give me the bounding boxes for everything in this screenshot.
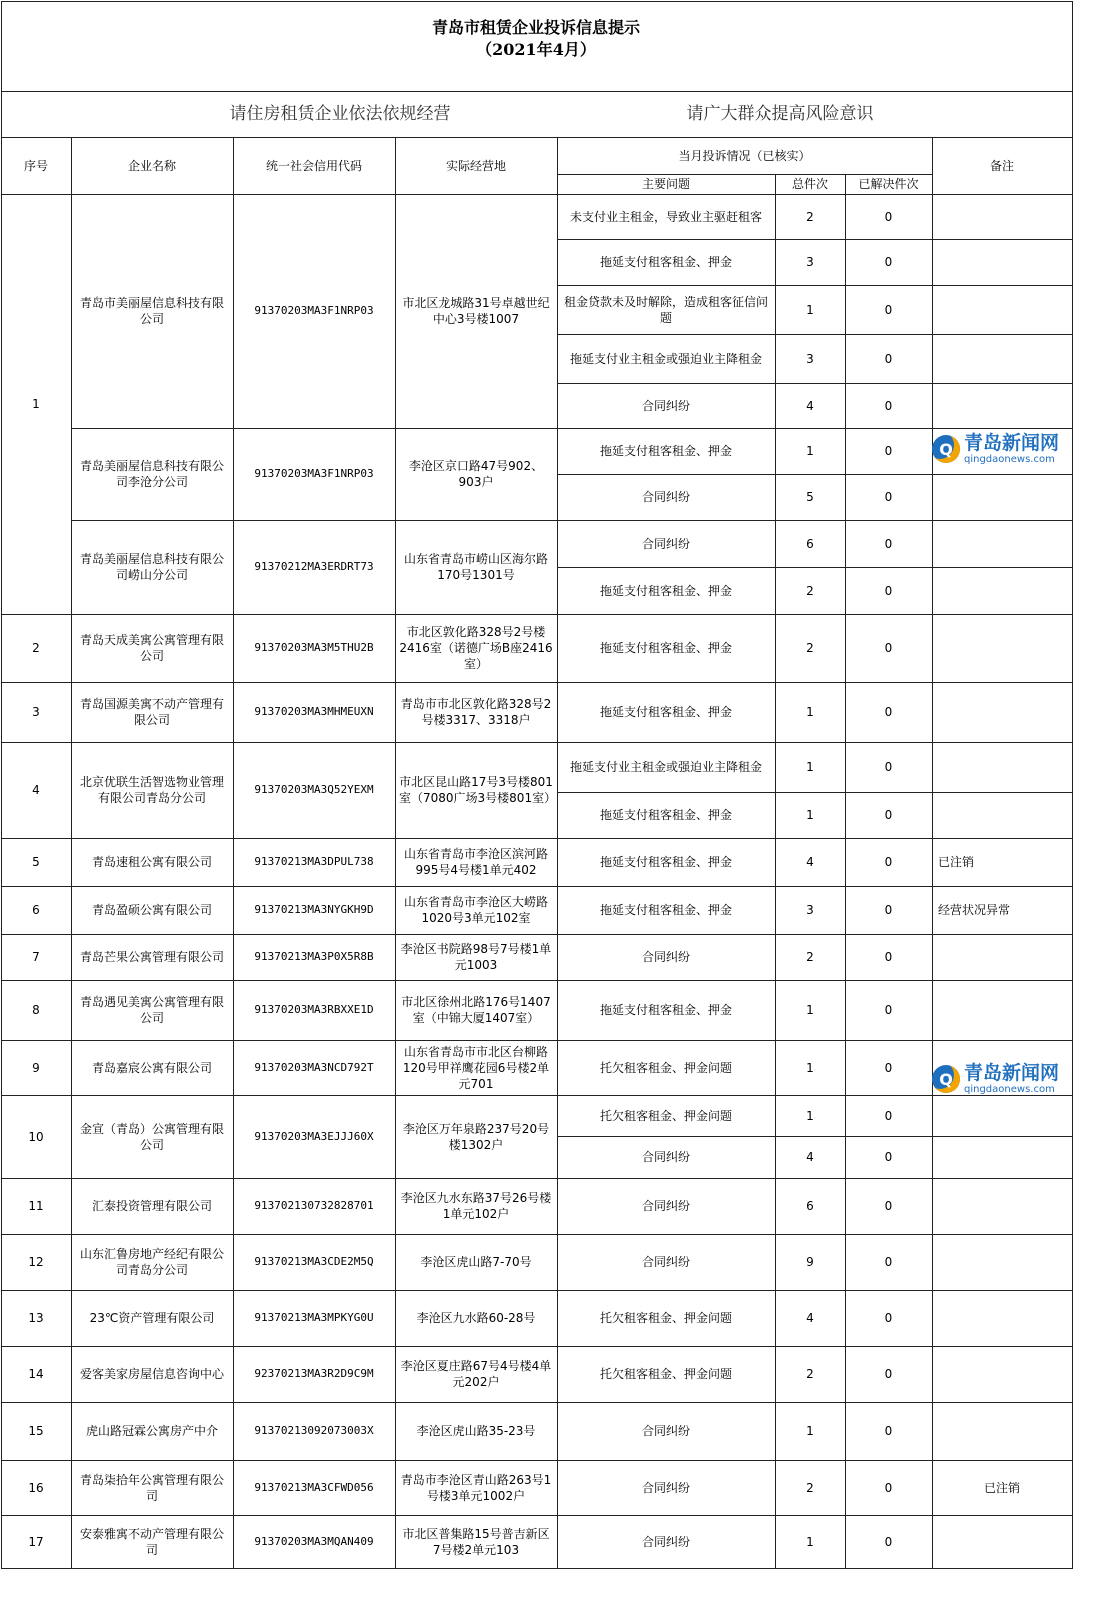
business-address: 李沧区九水东路37号26号楼1单元102户: [400, 1191, 552, 1221]
seq-number: 4: [32, 783, 40, 797]
grid-line-h: [1, 1, 1073, 2]
issue-text: 拖延支付业主租金或强迫业主降租金: [569, 760, 762, 774]
business-address: 山东省青岛市崂山区海尔路170号1301号: [403, 552, 548, 582]
watermark-logo: [932, 432, 1059, 466]
issue-resolved: 0: [884, 1424, 893, 1438]
issue-text: 合同纠纷: [641, 1199, 690, 1213]
watermark-cn: 青岛新闻网: [964, 432, 1060, 454]
seq-number: 17: [28, 1534, 44, 1549]
business-address: 市北区昆山路17号3号楼801室（7080广场3号楼801室）: [399, 775, 557, 805]
business-address: 青岛市李沧区青山路263号1号楼3单元1002户: [400, 1472, 552, 1503]
issue-resolved: 0: [884, 1003, 893, 1017]
business-address: 李沧区虎山路7-70号: [420, 1255, 532, 1269]
company-name: 金宣（青岛）公寓管理有限公司: [79, 1121, 224, 1152]
issue-resolved: 0: [884, 1060, 893, 1075]
issue-total: 2: [806, 641, 814, 655]
issue-total: 1: [806, 1060, 814, 1075]
issue-total: 5: [806, 490, 814, 504]
credit-code: 91370213MA3CFWD056: [254, 1480, 374, 1494]
header-credit-code: 统一社会信用代码: [265, 158, 362, 173]
watermark-q-icon: Q: [932, 1065, 960, 1093]
business-address: 山东省青岛市市北区台柳路120号甲祥鹰花园6号楼2单元701: [402, 1044, 550, 1091]
header-address: 实际经营地: [445, 158, 506, 173]
issue-text: 拖延支付租客租金、押金: [599, 855, 732, 869]
issue-total: 2: [806, 583, 814, 598]
issue-total: 1: [806, 1108, 814, 1123]
issue-text: 租金贷款未及时解除，造成租客征信问题: [563, 294, 768, 325]
seq-number: 11: [28, 1199, 44, 1213]
business-address: 李沧区夏庄路67号4号楼4单元202户: [400, 1359, 552, 1389]
grid-line-h: [1, 1568, 72, 1569]
credit-code: 91370203MA3Q52YEXM: [254, 783, 374, 796]
credit-code: 91370203MA3NCD792T: [254, 1060, 374, 1074]
grid-line-v: [1072, 194, 1073, 1569]
issue-text: 合同纠纷: [641, 490, 690, 504]
seq-number: 2: [32, 641, 40, 655]
issue-resolved: 0: [884, 1367, 893, 1381]
issue-resolved: 0: [884, 1108, 893, 1123]
issue-text: 托欠租客租金、押金问题: [599, 1367, 732, 1381]
watermark-text: [964, 1062, 1059, 1096]
page-title-block: [0, 14, 1072, 64]
issue-resolved: 0: [884, 351, 893, 366]
company-name: 青岛遇见美寓公寓管理有限公司: [79, 995, 224, 1025]
watermark-en: qingdaonews.com: [964, 454, 1055, 465]
issue-total: 1: [806, 1003, 814, 1017]
credit-code: 91370203MA3F1NRP03: [254, 467, 374, 480]
issue-total: 6: [806, 536, 814, 551]
issue-total: 4: [806, 855, 814, 869]
company-name: 青岛天成美寓公寓管理有限公司: [79, 633, 224, 663]
seq-number: 7: [32, 950, 40, 964]
business-address: 山东省青岛市李沧区大崂路1020号3单元102室: [403, 895, 548, 925]
company-name: 青岛速租公寓有限公司: [91, 855, 212, 869]
grid-line-h: [557, 1568, 1073, 1569]
watermark-cn: 青岛新闻网: [964, 1062, 1060, 1084]
company-name: 山东汇鲁房地产经纪有限公司青岛分公司: [79, 1247, 224, 1277]
issue-total: 1: [806, 302, 814, 317]
issue-text: 合同纠纷: [641, 1255, 690, 1269]
issue-total: 3: [806, 255, 814, 269]
company-name: 青岛美丽屋信息科技有限公司崂山分公司: [79, 552, 224, 582]
company-name: 青岛国源美寓不动产管理有限公司: [79, 697, 224, 727]
remark-text: 经营状况异常: [938, 903, 1011, 917]
slogan-right: 请广大群众提高风险意识: [686, 104, 874, 124]
issue-resolved: 0: [884, 1150, 893, 1164]
credit-code: 91370203MA3EJJJ60X: [254, 1129, 374, 1143]
issue-resolved: 0: [884, 444, 893, 458]
issue-total: 1: [806, 808, 814, 822]
business-address: 李沧区书院路98号7号楼1单元1003: [400, 942, 552, 972]
issue-total: 4: [806, 398, 814, 413]
credit-code: 91370203MA3F1NRP03: [254, 304, 374, 317]
page-subtitle: （2021年4月）: [476, 40, 596, 59]
issue-total: 4: [806, 1311, 814, 1325]
credit-code: 91370213092073003X: [254, 1424, 374, 1437]
issue-resolved: 0: [884, 490, 893, 504]
issue-resolved: 0: [884, 1534, 893, 1549]
business-address: 李沧区万年泉路237号20号楼1302户: [402, 1121, 550, 1152]
watermark-q-icon: Q: [932, 435, 960, 463]
credit-code: 91370213MA3DPUL738: [254, 855, 374, 868]
issue-total: 1: [806, 760, 814, 774]
issue-resolved: 0: [884, 255, 893, 269]
issue-total: 1: [806, 705, 814, 719]
company-name: 青岛美丽屋信息科技有限公司李沧分公司: [79, 459, 224, 489]
seq-number: 15: [28, 1424, 44, 1438]
page-title: 青岛市租赁企业投诉信息提示: [431, 18, 640, 37]
seq-number: 3: [32, 705, 40, 719]
company-name: 青岛盈硕公寓有限公司: [91, 903, 212, 917]
issue-total: 3: [806, 903, 814, 917]
issue-text: 拖延支付业主租金或强迫业主降租金: [569, 351, 762, 366]
issue-text: 拖延支付租客租金、押金: [599, 583, 732, 598]
issue-text: 托欠租客租金、押金问题: [599, 1060, 732, 1075]
issue-text: 托欠租客租金、押金问题: [599, 1311, 732, 1325]
company-name: 爱客美家房屋信息咨询中心: [79, 1367, 224, 1381]
issue-text: 拖延支付租客租金、押金: [599, 641, 732, 655]
issue-total: 1: [806, 444, 814, 458]
header-seq: 序号: [23, 158, 48, 173]
issue-resolved: 0: [884, 1480, 893, 1495]
business-address: 市北区徐州北路176号1407室（中锦大厦1407室）: [401, 995, 551, 1025]
business-address: 市北区敦化路328号2号楼2416室（诺德广场B座2416室）: [399, 625, 553, 671]
credit-code: 91370203MA3MHMEUXN: [254, 705, 374, 718]
issue-total: 2: [806, 209, 814, 224]
seq-number: 9: [32, 1060, 40, 1075]
issue-text: 拖延支付租客租金、押金: [599, 808, 732, 822]
business-address: 李沧区九水路60-28号: [416, 1311, 536, 1325]
seq-number: 1: [32, 397, 40, 411]
credit-code: 91370203MA3MQAN409: [254, 1534, 374, 1548]
business-address: 市北区普集路15号普吉新区7号楼2单元103: [402, 1526, 550, 1557]
credit-code: 91370213MA3P0X5R8B: [254, 950, 374, 963]
issue-total: 4: [806, 1150, 814, 1164]
issue-text: 合同纠纷: [641, 950, 690, 964]
issue-resolved: 0: [884, 1255, 893, 1269]
issue-text: 拖延支付租客租金、押金: [599, 1003, 732, 1017]
issue-text: 合同纠纷: [641, 398, 690, 413]
grid-line-h: [71, 1568, 558, 1569]
credit-code: 913702130732828701: [254, 1199, 374, 1212]
grid-line-h: [1, 91, 1073, 92]
header-complaints: 当月投诉情况（已核实）: [678, 148, 811, 163]
seq-number: 8: [32, 1003, 40, 1017]
issue-resolved: 0: [884, 1311, 893, 1325]
slogan-left: 请住房租赁企业依法依规经营: [229, 104, 451, 124]
seq-number: 16: [28, 1480, 44, 1495]
company-name: 安泰雅寓不动产管理有限公司: [79, 1526, 224, 1557]
issue-resolved: 0: [884, 536, 893, 551]
header-total: 总件次: [791, 177, 828, 191]
issue-resolved: 0: [884, 302, 893, 317]
remark-text: 已注销: [938, 855, 975, 869]
issue-text: 拖延支付租客租金、押金: [599, 705, 732, 719]
issue-resolved: 0: [884, 398, 893, 413]
seq-number: 12: [28, 1255, 44, 1269]
watermark-logo: [932, 1062, 1059, 1096]
issue-resolved: 0: [884, 1199, 893, 1213]
issue-resolved: 0: [884, 641, 893, 655]
seq-number: 14: [28, 1367, 44, 1381]
business-address: 山东省青岛市李沧区滨河路995号4号楼1单元402: [403, 847, 548, 877]
business-address: 李沧区京口路47号902、903户: [408, 459, 544, 489]
header-remark: 备注: [989, 158, 1014, 173]
company-name: 汇泰投资管理有限公司: [91, 1199, 212, 1213]
issue-resolved: 0: [884, 855, 893, 869]
issue-total: 1: [806, 1534, 814, 1549]
business-address: 市北区龙城路31号卓越世纪中心3号楼1007: [402, 296, 550, 326]
credit-code: 91370203MA3M5THU2B: [254, 641, 374, 654]
seq-number: 5: [32, 855, 40, 869]
issue-text: 合同纠纷: [641, 1480, 690, 1495]
issue-text: 托欠租客租金、押金问题: [599, 1108, 732, 1123]
header-resolved: 已解决件次: [858, 177, 919, 191]
credit-code: 91370213MA3MPKYG0U: [254, 1311, 374, 1324]
issue-resolved: 0: [884, 705, 893, 719]
issue-text: 合同纠纷: [641, 1150, 690, 1164]
issue-total: 9: [806, 1255, 814, 1269]
issue-text: 合同纠纷: [641, 536, 690, 551]
credit-code: 91370212MA3ERDRT73: [254, 560, 374, 573]
issue-text: 未支付业主租金，导致业主驱赶租客: [569, 209, 762, 224]
issue-resolved: 0: [884, 209, 893, 224]
issue-text: 合同纠纷: [641, 1424, 690, 1438]
header-issue: 主要问题: [641, 177, 690, 191]
seq-number: 13: [28, 1311, 44, 1325]
issue-total: 1: [806, 1424, 814, 1438]
issue-resolved: 0: [884, 808, 893, 822]
issue-total: 3: [806, 351, 814, 366]
company-name: 青岛柒拾年公寓管理有限公司: [79, 1472, 224, 1503]
company-name: 23℃资产管理有限公司: [89, 1311, 215, 1325]
header-company: 企业名称: [127, 158, 176, 173]
issue-resolved: 0: [884, 583, 893, 598]
issue-total: 2: [806, 950, 814, 964]
company-name: 北京优联生活智选物业管理有限公司青岛分公司: [79, 775, 224, 805]
credit-code: 92370213MA3R2D9C9M: [254, 1367, 374, 1380]
remark-text: 已注销: [983, 1480, 1020, 1495]
issue-text: 拖延支付租客租金、押金: [599, 444, 732, 458]
watermark-en: qingdaonews.com: [964, 1084, 1055, 1095]
issue-text: 合同纠纷: [641, 1534, 690, 1549]
business-address: 李沧区虎山路35-23号: [416, 1424, 536, 1438]
credit-code: 91370213MA3NYGKH9D: [254, 903, 374, 916]
company-name: 青岛市美丽屋信息科技有限公司: [79, 296, 224, 326]
issue-total: 6: [806, 1199, 814, 1213]
issue-resolved: 0: [884, 950, 893, 964]
issue-text: 拖延支付租客租金、押金: [599, 255, 732, 269]
issue-resolved: 0: [884, 903, 893, 917]
issue-resolved: 0: [884, 760, 893, 774]
issue-text: 拖延支付租客租金、押金: [599, 903, 732, 917]
company-name: 虎山路冠霖公寓房产中介: [85, 1424, 218, 1438]
company-name: 青岛嘉宸公寓有限公司: [91, 1060, 212, 1075]
watermark-text: [964, 432, 1059, 466]
seq-number: 10: [28, 1129, 44, 1144]
issue-total: 2: [806, 1480, 814, 1495]
business-address: 青岛市市北区敦化路328号2号楼3317、3318户: [400, 697, 552, 727]
issue-total: 2: [806, 1367, 814, 1381]
seq-number: 6: [32, 903, 40, 917]
company-name: 青岛芒果公寓管理有限公司: [79, 950, 224, 964]
credit-code: 91370203MA3RBXXE1D: [254, 1003, 374, 1016]
credit-code: 91370213MA3CDE2M5Q: [254, 1255, 374, 1268]
